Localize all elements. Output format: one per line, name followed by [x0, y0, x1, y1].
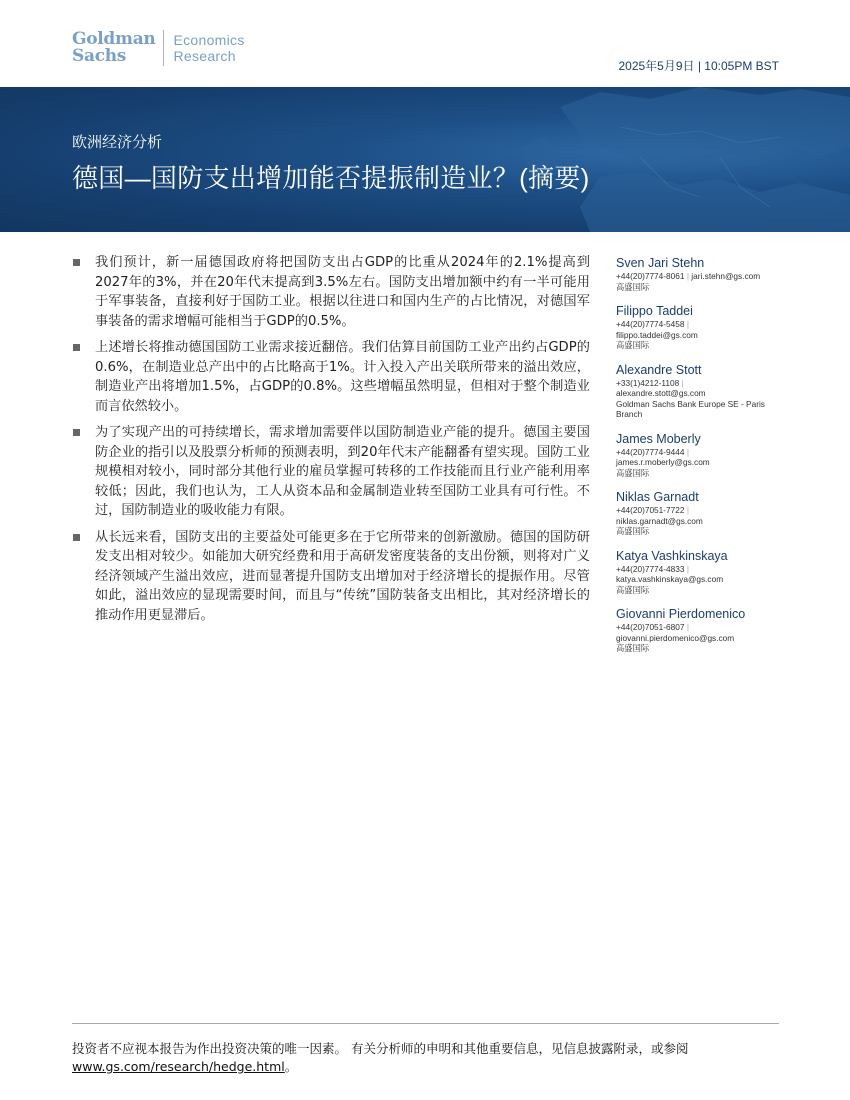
- author-org: 高盛国际: [616, 467, 650, 478]
- author-email[interactable]: giovanni.pierdomenico@gs.com: [616, 632, 735, 643]
- author-card: [616, 606, 786, 654]
- bullet-text: 上述增长将推动德国国防工业需求接近翻倍。我们估算目前国防工业产出约占GDP的0.6%，在制造业总产出中的占比略高于1%。计入投入产出关联所带来的溢出效应，制造业产出将增加1.5%，占GDP的0.8%。这些增幅虽然明显，但相对于整个制造业而言依然较小。: [95, 340, 590, 414]
- square-bullet-icon: [73, 429, 80, 436]
- author-name: James Moberly: [616, 431, 701, 446]
- author-card: [616, 303, 786, 351]
- author-card: [616, 489, 786, 537]
- author-email[interactable]: alexandre.stott@gs.com: [616, 388, 706, 398]
- division-name: [173, 32, 244, 64]
- author-name: Katya Vashkinskaya: [616, 548, 728, 563]
- author-org: 高盛国际: [616, 584, 650, 595]
- disclosure-link[interactable]: www.gs.com/research/hedge.html: [72, 1059, 285, 1074]
- author-card: [616, 548, 786, 596]
- title-banner: [0, 87, 850, 232]
- author-list: [616, 255, 786, 665]
- square-bullet-icon: [73, 259, 80, 266]
- author-name: Filippo Taddei: [616, 304, 693, 318]
- author-org: 高盛国际: [616, 281, 650, 292]
- bullet-text: 从长远来看，国防支出的主要益处可能更多在于它所带来的创新激励。德国的国防研发支出相对较少。如能加大研究经费和用于高研发密度装备的支出份额，则将对广义经济领域产生溢出效应，进而显著提升国防支出增加对于经济增长的提振作用。尽管如此，溢出效应的显现需要时间，而且与“传统”国防装备支出相比，其对经济增长的推动作用更显滞后。: [95, 529, 590, 623]
- author-org: 高盛国际: [616, 340, 650, 350]
- author-phone: +44(20)7051-7722 |: [616, 505, 689, 515]
- author-name: Niklas Garnadt: [616, 490, 699, 504]
- author-email[interactable]: niklas.garnadt@gs.com: [616, 515, 703, 526]
- publication-date: 2025年5月9日 | 10:05PM BST: [618, 59, 779, 73]
- author-email[interactable]: jari.stehn@gs.com: [691, 271, 761, 281]
- author-name: Alexandre Stott: [616, 362, 702, 377]
- bullet-item: [72, 528, 590, 626]
- bullet-item: [72, 338, 590, 416]
- square-bullet-icon: [73, 344, 80, 351]
- bullet-text: 我们预计，新一届德国政府将把国防支出占GDP的比重从2024年的2.1%提高到2027年的3%，并在20年代末提高到3.5%左右。国防支出增加额中约有一半可能用于军事装备，直接利好于国防工业。根据以往进口和国内生产的占比情况，对德国军事装备的需求增幅可能相当于GDP的0.5%。: [95, 255, 590, 329]
- logo-wordmark: [72, 31, 155, 65]
- author-phone: +33(1)4212-1108 |: [616, 377, 684, 388]
- logo-divider: [163, 30, 164, 66]
- summary-bullets: [72, 253, 590, 632]
- author-phone: +44(20)7774-5458 |: [616, 319, 689, 329]
- author-phone: +44(20)7774-4833 |: [616, 563, 689, 574]
- footer-divider: [72, 1023, 779, 1024]
- division-line-1: Economics: [173, 32, 245, 48]
- author-name: Sven Jari Stehn: [616, 256, 705, 270]
- disclaimer-text: 投资者不应视本报告为作出投资决策的唯一因素。 有关分析师的申明和其他重要信息，见信息披露附录，或参阅: [72, 1041, 689, 1056]
- author-email[interactable]: filippo.taddei@gs.com: [616, 329, 698, 340]
- author-email[interactable]: katya.vashkinskaya@gs.com: [616, 574, 724, 584]
- logo-line-2: Sachs: [72, 46, 127, 66]
- author-name: Giovanni Pierdomenico: [616, 607, 746, 621]
- author-phone: +44(20)7774-9444 |: [616, 446, 689, 457]
- bullet-text: 为了实现产出的可持续增长，需求增加需要伴以国防制造业产能的提升。德国主要国防企业的指引以及股票分析师的预测表明，到20年代末产能翻番有望实现。国防工业规模相对较小，同时部分其他行业的雇员掌握可转移的工作技能而且行业产能利用率较低；因此，我们也认为，工人从资本品和金属制造业转至国防工业具有可行性。不过，国防制造业的吸收能力有限。: [95, 425, 590, 518]
- author-email[interactable]: james.r.moberly@gs.com: [616, 457, 710, 467]
- bullet-item: [72, 423, 590, 521]
- report-series: 欧洲经济分析: [72, 134, 163, 151]
- disclaimer-suffix: 。: [284, 1059, 298, 1074]
- author-card: [616, 255, 786, 292]
- division-line-2: Research: [173, 48, 236, 64]
- author-org: 高盛国际: [616, 526, 650, 536]
- author-phone: +44(20)7774-8061: [616, 271, 685, 281]
- author-contact: +44(20)7774-8061 | jari.stehn@gs.com: [616, 271, 761, 281]
- footer-disclaimer: [72, 1040, 792, 1076]
- logo-line-1: Goldman: [72, 29, 156, 49]
- bullet-item: [72, 253, 590, 331]
- author-org: 高盛国际: [616, 643, 650, 653]
- author-card: [616, 362, 786, 420]
- report-title: 德国—国防支出增加能否提振制造业？(摘要): [72, 163, 590, 193]
- author-org: Goldman Sachs Bank Europe SE - Paris Branch: [616, 398, 765, 419]
- author-card: [616, 431, 786, 479]
- square-bullet-icon: [73, 534, 80, 541]
- author-phone: +44(20)7051-6807 |: [616, 622, 689, 632]
- goldman-sachs-logo: [72, 30, 245, 66]
